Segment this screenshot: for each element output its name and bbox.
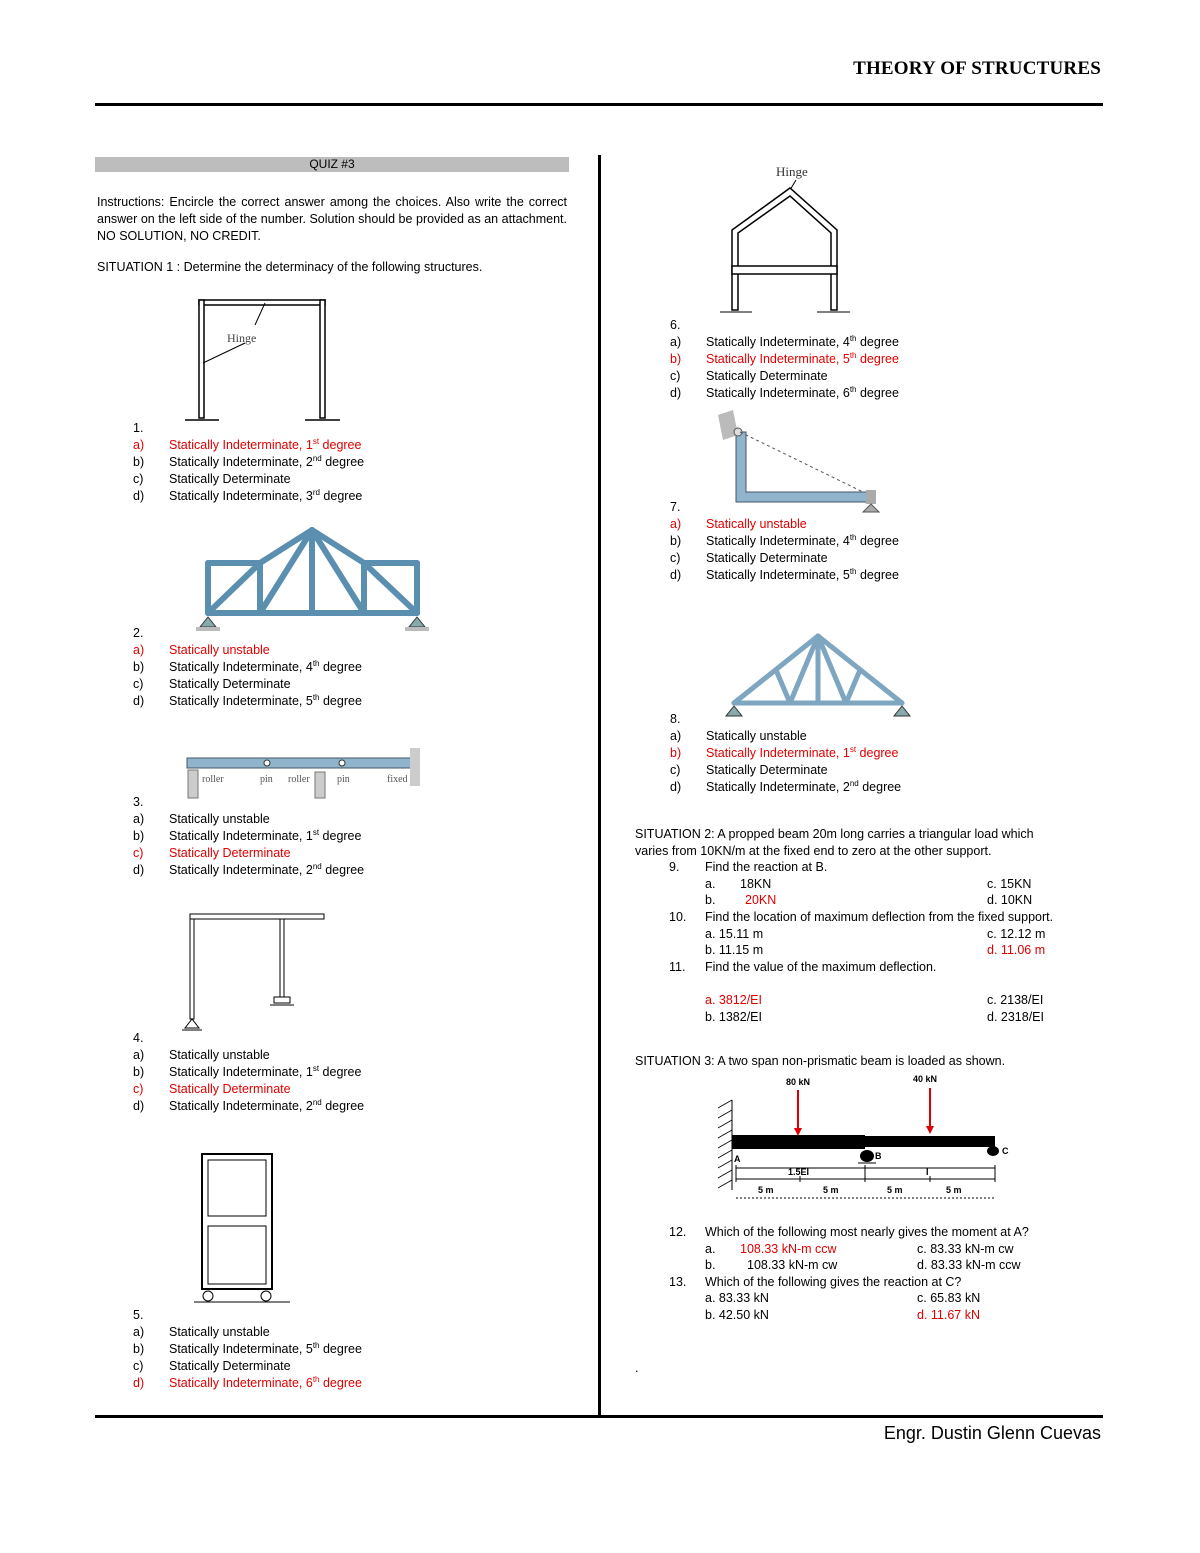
- trailing-dot: .: [635, 1361, 639, 1375]
- situation-2: [635, 826, 1095, 1025]
- q9-row-1[interactable]: a. 18KN c. 15KN: [705, 876, 1032, 891]
- load-2-label: 40 kN: [913, 1074, 938, 1084]
- question-number: 6.: [670, 318, 681, 332]
- question-number: 4.: [133, 1031, 144, 1045]
- quiz-title-bar: [95, 157, 569, 172]
- q12-row-1[interactable]: a. 108.33 kN-m ccw c. 83.33 kN-m cw: [705, 1241, 1014, 1256]
- option-a[interactable]: a) Statically Indeterminate, 1st degree: [133, 436, 362, 452]
- question-number: 5.: [133, 1308, 144, 1322]
- option-c[interactable]: c) Statically Determinate: [133, 1082, 291, 1096]
- question-1: [133, 420, 583, 505]
- option-b[interactable]: b) Statically Indeterminate, 4th degree: [670, 532, 899, 548]
- option-d[interactable]: d) Statically Indeterminate, 2nd degree: [133, 1097, 365, 1113]
- situation-2-line-1: SITUATION 2: A propped beam 20m long carries a triangular load which: [635, 827, 1034, 841]
- question-5: [133, 1307, 583, 1392]
- option-a[interactable]: a) Statically unstable: [670, 729, 807, 743]
- span-1-stiffness: 1.5EI: [788, 1167, 810, 1177]
- question-13: 13. Which of the following gives the reaction at C?: [669, 1274, 962, 1289]
- fixed-label: fixed: [387, 774, 408, 785]
- figure-portal-frame: [185, 295, 345, 430]
- option-b[interactable]: b) Statically Indeterminate, 1st degree: [133, 1063, 362, 1079]
- option-b[interactable]: b) Statically Indeterminate, 1st degree: [670, 744, 899, 760]
- question-number: 2.: [133, 626, 144, 640]
- document-title: THEORY OF STRUCTURES: [853, 58, 1101, 79]
- q10-row-2[interactable]: b. 11.15 m d. 11.06 m: [705, 943, 1046, 958]
- q13-row-2[interactable]: b. 42.50 kN d. 11.67 kN: [705, 1307, 981, 1322]
- dim-3: 5 m: [887, 1185, 903, 1195]
- figure-continuous-beam: [182, 748, 427, 800]
- span-2-stiffness: I: [926, 1167, 929, 1177]
- question-number: 8.: [670, 712, 681, 726]
- point-a-label: A: [734, 1154, 741, 1164]
- option-d[interactable]: d) Statically Indeterminate, 5th degree: [133, 692, 362, 708]
- option-a[interactable]: a) Statically unstable: [133, 643, 270, 657]
- q11-row-1[interactable]: a. 3812/EI c. 2138/EI: [705, 992, 1044, 1007]
- column-divider: [598, 155, 601, 1417]
- option-d[interactable]: d) Statically Indeterminate, 6th degree: [670, 384, 899, 400]
- instructions: Instructions: Encircle the correct answer among the choices. Also write the correct answer on the left side of the number. Solution should be provided as an attachment. NO SOLUTION, NO CREDIT.: [97, 195, 567, 243]
- option-d[interactable]: d) Statically Indeterminate, 2nd degree: [133, 861, 365, 877]
- pin-label: pin: [260, 774, 273, 785]
- dim-1: 5 m: [758, 1185, 774, 1195]
- roller-label-2: roller: [288, 774, 310, 785]
- option-b[interactable]: b) Statically Indeterminate, 4th degree: [133, 658, 362, 674]
- question-12: 12. Which of the following most nearly gives the moment at A?: [669, 1225, 1029, 1239]
- option-d[interactable]: d) Statically Indeterminate, 5th degree: [670, 566, 899, 582]
- point-b-label: B: [875, 1151, 882, 1161]
- option-d[interactable]: d) Statically Indeterminate, 2nd degree: [670, 778, 902, 794]
- option-b[interactable]: b) Statically Indeterminate, 5th degree: [133, 1340, 362, 1356]
- question-7: [670, 499, 1090, 584]
- q11-row-2[interactable]: b. 1382/EI d. 2318/EI: [705, 1009, 1044, 1024]
- q9-row-2[interactable]: b. 20KN d. 10KN: [705, 893, 1033, 908]
- q12-row-2[interactable]: b. 108.33 kN-m cw d. 83.33 kN-m ccw: [705, 1258, 1021, 1273]
- option-d[interactable]: d) Statically Indeterminate, 6th degree: [133, 1374, 362, 1390]
- figure-roof-truss: [722, 628, 912, 720]
- option-b[interactable]: b) Statically Indeterminate, 2nd degree: [133, 453, 365, 469]
- question-9: 9. Find the reaction at B.: [669, 860, 828, 875]
- option-a[interactable]: a) Statically unstable: [133, 812, 270, 826]
- question-number: 1.: [133, 421, 144, 435]
- question-10: 10. Find the location of maximum deflection from the fixed support.: [669, 909, 1054, 924]
- option-d[interactable]: d) Statically Indeterminate, 3rd degree: [133, 487, 363, 503]
- dim-2: 5 m: [823, 1185, 839, 1195]
- dim-4: 5 m: [946, 1185, 962, 1195]
- question-number: 7.: [670, 500, 681, 514]
- option-c[interactable]: c) Statically Determinate: [670, 551, 828, 565]
- q10-row-1[interactable]: a. 15.11 m c. 12.12 m: [705, 926, 1046, 941]
- situation-3: SITUATION 3: A two span non-prismatic beam is loaded as shown.: [635, 1054, 1006, 1068]
- question-4: [133, 1030, 583, 1115]
- option-a[interactable]: a) Statically unstable: [133, 1048, 270, 1062]
- hinge-label: Hinge: [776, 164, 808, 179]
- option-a[interactable]: a) Statically unstable: [670, 517, 807, 531]
- question-11: 11. Find the value of the maximum deflection.: [669, 959, 937, 974]
- header-rule: [95, 103, 1103, 106]
- pin-label-2: pin: [337, 774, 350, 785]
- option-c[interactable]: c) Statically Determinate: [670, 369, 828, 383]
- figure-gable-frame: [712, 160, 852, 320]
- point-c-label: C: [1002, 1146, 1009, 1156]
- option-c[interactable]: c) Statically Determinate: [670, 763, 828, 777]
- load-1-label: 80 kN: [786, 1077, 811, 1087]
- situation-3-questions: [635, 1224, 1095, 1324]
- question-3: [133, 794, 583, 879]
- option-b[interactable]: b) Statically Indeterminate, 1st degree: [133, 827, 362, 843]
- question-2: [133, 625, 583, 710]
- situation-1: SITUATION 1 : Determine the determinacy of the following structures.: [97, 260, 483, 274]
- question-number: 3.: [133, 795, 144, 809]
- option-c[interactable]: c) Statically Determinate: [133, 1359, 291, 1373]
- roller-label: roller: [202, 774, 224, 785]
- option-c[interactable]: c) Statically Determinate: [133, 677, 291, 691]
- option-c[interactable]: c) Statically Determinate: [133, 846, 291, 860]
- option-c[interactable]: c) Statically Determinate: [133, 472, 291, 486]
- question-6: [670, 317, 1090, 402]
- author-name: Engr. Dustin Glenn Cuevas: [883, 1423, 1101, 1443]
- figure-two-storey-frame: [190, 1148, 300, 1308]
- quiz-title: QUIZ #3: [309, 157, 355, 171]
- figure-two-span-beam: [710, 1072, 1020, 1204]
- option-a[interactable]: a) Statically Indeterminate, 4th degree: [670, 333, 899, 349]
- situation-2-line-2: varies from 10KN/m at the fixed end to zero at the other support.: [635, 843, 992, 858]
- option-b[interactable]: b) Statically Indeterminate, 5th degree: [670, 350, 899, 366]
- question-8: [670, 711, 1090, 796]
- figure-truss-frame: [192, 525, 432, 635]
- option-a[interactable]: a) Statically unstable: [133, 1325, 270, 1339]
- figure-frame-4: [180, 912, 330, 1034]
- footer-rule: [95, 1415, 1103, 1418]
- hinge-label: Hinge: [227, 331, 257, 345]
- q13-row-1[interactable]: a. 83.33 kN c. 65.83 kN: [705, 1291, 981, 1306]
